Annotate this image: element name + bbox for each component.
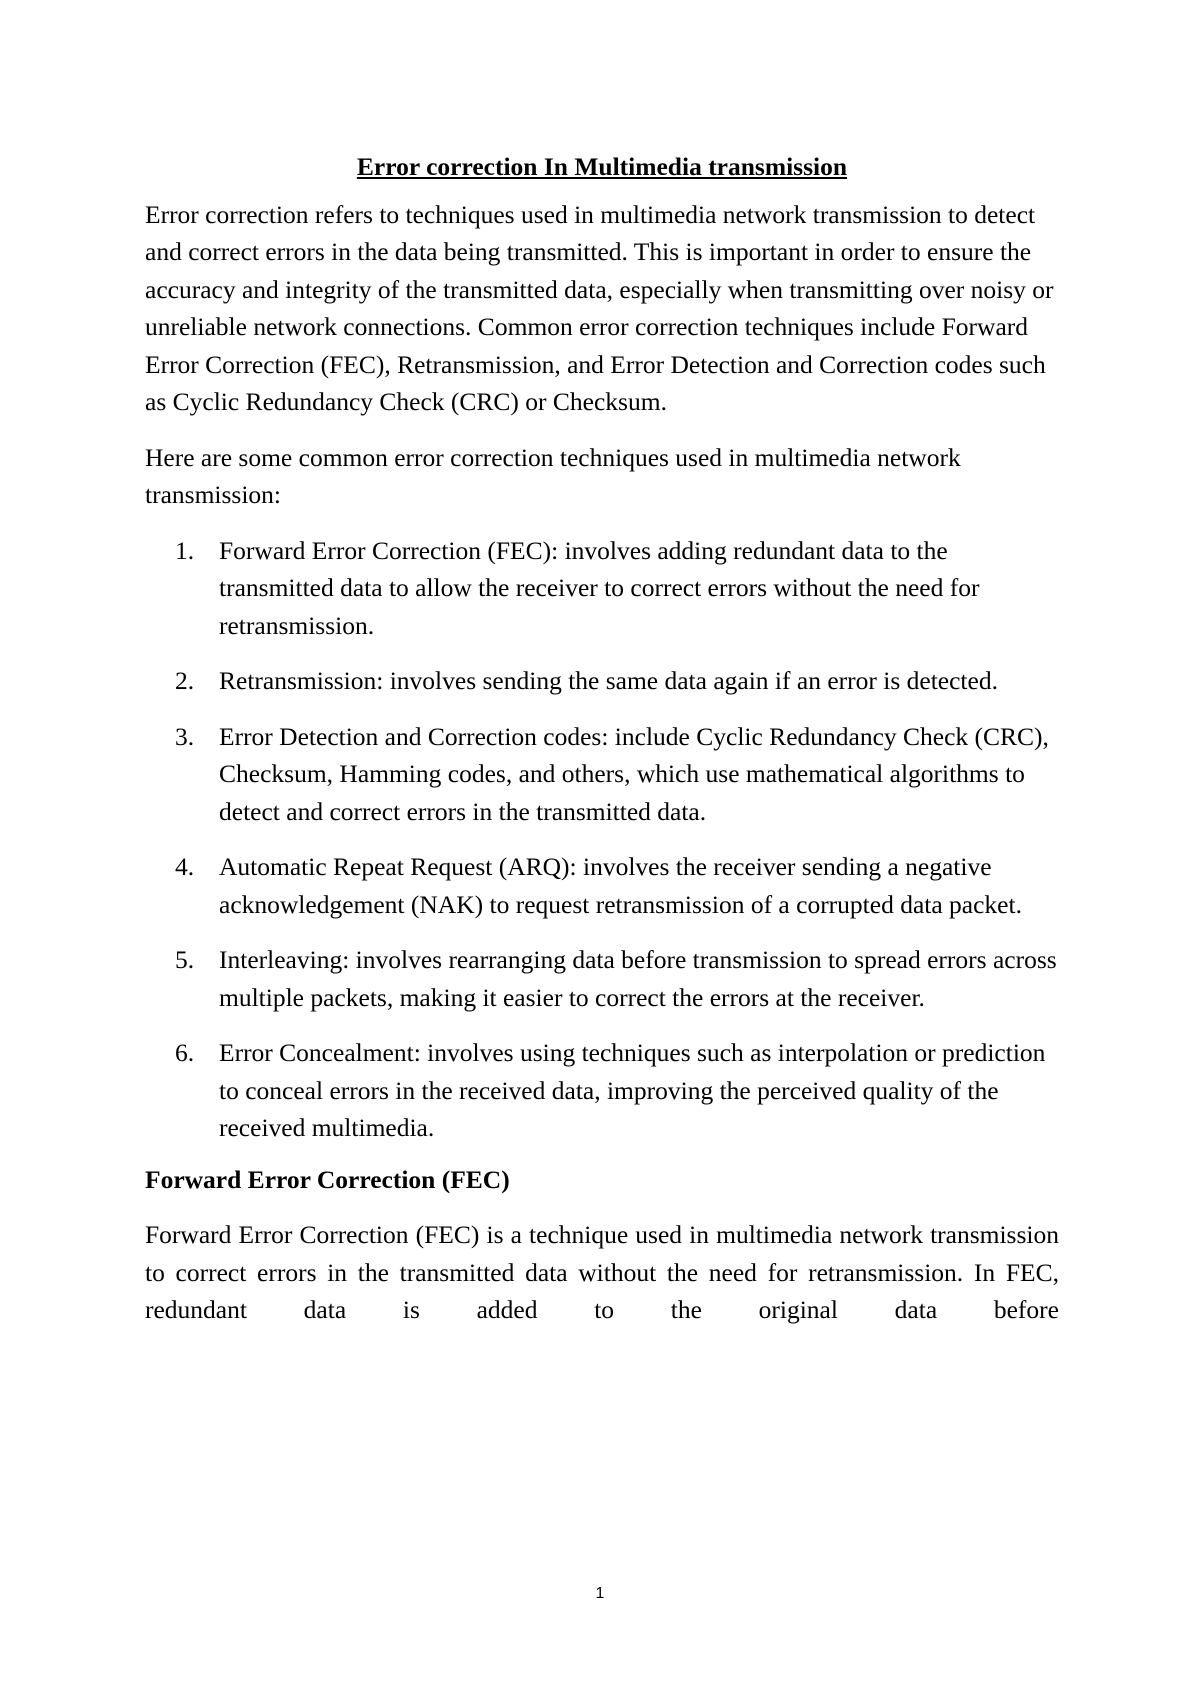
intro-paragraph: Error correction refers to techniques used in multimedia network transmission to detect and correct errors in the data being transmitted. This is important in order to ensure the accuracy and integrity of the transmitted data, especially when transmitting over noisy or unreliable network connections. Common error correction techniques include Forward Error Correction (FEC), Retransmission, and Error Detection and Correction codes such as Cyclic Redundancy Check (CRC) or Checksum. [145, 199, 1054, 416]
list-item-text: Error Detection and Correction codes: include Cyclic Redundancy Check (CRC), Checksum, Hamming codes, and others, which use mathematical algorithms to detect and correct errors in the transmitted data. [219, 721, 1049, 826]
list-item-number: 5. [175, 945, 195, 974]
list-item-text: Automatic Repeat Request (ARQ): involves the receiver sending a negative acknowledgement (NAK) to request retransmission of a corrupted data packet. [219, 852, 1022, 919]
list-item-number: 1. [175, 535, 195, 565]
list-item-number: 6. [175, 1038, 195, 1067]
page-content [145, 148, 1059, 1347]
page-number: 1 [595, 1585, 605, 1602]
section-heading-fec: Forward Error Correction (FEC) [145, 1164, 510, 1194]
list-item [145, 1034, 1059, 1147]
techniques-list [145, 532, 1059, 1147]
document-title: Error correction In Multimedia transmission [356, 152, 848, 181]
list-item-text: Error Concealment: involves using techniques such as interpolation or prediction to conceal errors in the received data, improving the perceived quality of the received multimedia. [219, 1038, 1046, 1142]
list-item-number: 2. [175, 666, 195, 695]
list-item [145, 941, 1059, 1016]
fec-paragraph: Forward Error Correction (FEC) is a technique used in multimedia network transmission to correct errors in the transmitted data without the need for retransmission. In FEC, redundant data is added to the original data before [145, 1220, 1059, 1324]
list-intro-paragraph: Here are some common error correction techniques used in multimedia network transmission: [145, 442, 961, 509]
list-item-text: Interleaving: involves rearranging data before transmission to spread errors across multiple packets, making it easier to correct the errors at the receiver. [219, 945, 1057, 1012]
list-item [145, 848, 1059, 923]
list-item [145, 532, 1059, 645]
list-item [145, 718, 1059, 831]
list-item-text: Retransmission: involves sending the same data again if an error is detected. [219, 666, 998, 695]
list-item-text: Forward Error Correction (FEC): involves adding redundant data to the transmitted data to allow the receiver to correct errors without the need for retransmission. [219, 535, 980, 640]
list-item [145, 662, 1059, 700]
list-item-number: 4. [175, 852, 195, 881]
list-item-number: 3. [175, 721, 195, 751]
